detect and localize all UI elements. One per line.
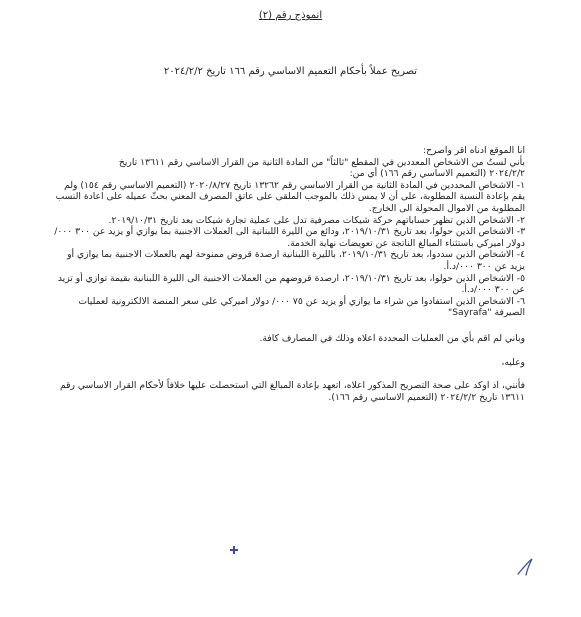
list-item: ٥- الاشخاص الذين حولوا، بعد تاريخ ٢٠١٩/١٠/٣١، ارصدة قروضهم من العملات الاجنبية الى الليرة اللبنانية بقيمة توازي أو تزيد عن ٣٠٠ ٠٠٠/د.أ.	[57, 272, 525, 296]
plus-mark-icon	[230, 546, 238, 554]
excluded-persons-list	[52, 180, 525, 319]
closing-statement: فأنني، اذ اوكد على صحة التصريح المذكور اعلاه، اتعهد بإعادة المبالغ التي استحصلت عليها خلافاً لأحكام القرار الاساسي رقم ١٣٦١١ تاريخ ٢٠٢٤/٢/٢ (التعميم الاساسي رقم ١٦٦).	[59, 380, 525, 403]
list-item: ١- الاشخاص المحددين في المادة الثانية من القرار الاساسي رقم ١٣٢٦٢ تاريخ ٢٠٢٠/٨/٢٧ (التعميم الاساسي رقم ١٥٤) ولم يقم بإعادة النسبة المطلوبة، على أن لا يمس ذلك بالموجب الملقى على عاتق المصرف المعني بحثّ عميله على اعادة النسب المطلوبة من الاموال المحولة الى الخارج.	[55, 179, 525, 214]
no-operations-statement: وباني لم اقم بأي من العمليات المحددة اعلاه وذلك في المصارف كافة.	[259, 332, 525, 344]
signature-icon	[514, 556, 536, 578]
declaration-line-1: بأني لستُ من الاشخاص المعددين في المقطع "ثالثاً" من المادة الثانية من القرار الاساسي رقم ١٣٦١١ تاريخ	[118, 156, 525, 168]
list-item: ٣- الاشخاص الذين حولوا، بعد تاريخ ٢٠١٩/١٠/٣١، ودائع من الليرة اللبنانية الى العملات الاجنبية بما يوازي أو يزيد عن ٣٠٠ ٠٠٠/ دولار اميركي باستثناء المبالغ الناتجة عن تعويضات نهاية الخدمة.	[54, 226, 525, 249]
list-item: ٦- الاشخاص الذين استفادوا من شراء ما يوازي أو يزيد عن ٧٥ ٠٠٠/ دولار اميركي على سعر المنصة الالكترونية لعمليات الصيرفة "Sayrafa"	[78, 295, 525, 319]
intro-text: انا الموقع ادناه اقر واصرح:	[423, 145, 525, 156]
therefore-text: وعليه،	[501, 356, 525, 368]
list-item: ٤- الاشخاص الذين سددوا، بعد تاريخ ٢٠١٩/١٠/٣١، بالليرة اللبنانية ارصدة قروض ممنوحة لهم بالعملات الاجنبية بما يوازي أو يزيد عن ٣٠٠ ٠٠٠/د.أ.	[67, 249, 525, 272]
list-item: ٢- الاشخاص الذين تظهر حساباتهم حركة شيكات مصرفية تدل على عملية تجارة شيكات بعد تاريخ ٢٠١٩/١٠/٣١.	[108, 214, 525, 226]
declaration-subtitle: تصريح عملاً بأحكام التعميم الاساسي رقم ١٦٦ تاريخ ٢٠٢٤/٢/٢	[163, 66, 418, 77]
declaration-body	[52, 145, 525, 403]
declaration-line-2: ٢٠٢٤/٢/٢ (التعميم الاساسي رقم ١٦٦) أي من:	[349, 168, 525, 180]
form-title: انموذج رقم (٢)	[258, 10, 323, 21]
